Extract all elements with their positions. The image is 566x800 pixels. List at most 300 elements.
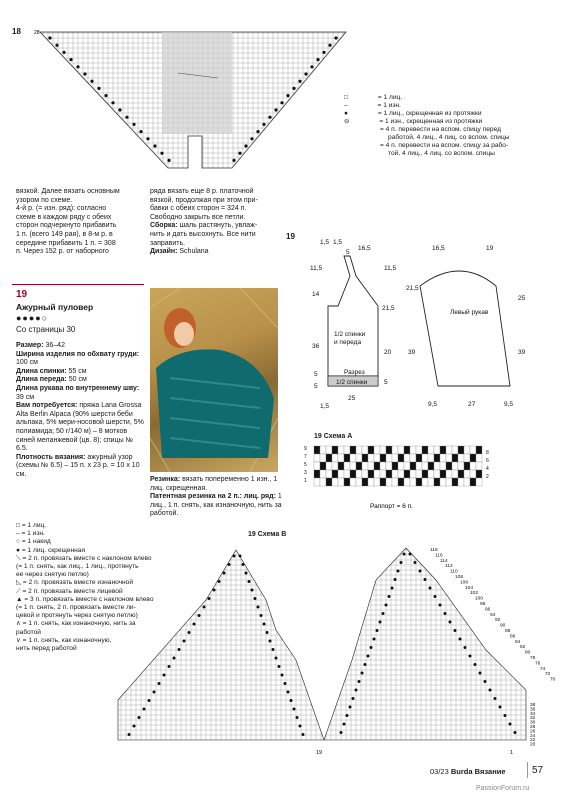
schema-a-cell <box>434 478 440 486</box>
stitch-symbol <box>316 58 319 61</box>
svg-text:21,5: 21,5 <box>406 285 419 292</box>
schema-a-cell <box>434 462 440 470</box>
schema-a-cell <box>422 470 428 478</box>
schema-a-cell <box>314 446 320 454</box>
svg-text:3: 3 <box>304 470 307 476</box>
schema-a-cell <box>362 446 368 454</box>
stitch-symbol <box>409 553 412 556</box>
stitch-symbol <box>132 123 135 126</box>
schema-a-cell <box>428 478 434 486</box>
schema-a-cell <box>338 454 344 462</box>
schema-a-cell <box>344 462 350 470</box>
schema-a-cell <box>332 470 338 478</box>
schema-a-cell <box>356 462 362 470</box>
svg-text:7: 7 <box>304 454 307 460</box>
schema-a-cell <box>452 462 458 470</box>
schema-a-cell <box>434 446 440 454</box>
stitch-symbol <box>299 725 302 728</box>
schema-a-cell <box>392 470 398 478</box>
schema-a-cell <box>344 470 350 478</box>
stitch-symbol <box>262 123 265 126</box>
row-number: 32 <box>530 716 536 722</box>
schema-a-cell <box>368 446 374 454</box>
stitch-symbol <box>111 101 114 104</box>
stitch-symbol <box>198 614 201 617</box>
schema-a-cell <box>326 446 332 454</box>
schema-a-cell <box>452 470 458 478</box>
row-number: 102 <box>470 591 479 597</box>
schema-a-cell <box>362 478 368 486</box>
schema-a-cell <box>398 470 404 478</box>
svg-text:5: 5 <box>314 383 318 390</box>
row-number: 86 <box>510 634 516 640</box>
schema-a-cell <box>476 446 482 454</box>
section-19-title: Ажурный пуловер <box>16 302 94 312</box>
stitch-symbol <box>118 108 121 111</box>
row-number: 112 <box>445 564 453 570</box>
schema-a-cell <box>350 446 356 454</box>
svg-text:27: 27 <box>468 401 476 408</box>
stitch-symbol <box>163 674 166 677</box>
stitch-symbol <box>419 570 422 573</box>
row-number: 28 <box>530 725 536 730</box>
schema-a-cell <box>380 454 386 462</box>
schema-a-cell <box>434 470 440 478</box>
row-number: 88 <box>505 629 511 634</box>
stitch-symbol <box>459 638 462 641</box>
stitch-symbol <box>138 716 141 719</box>
schema-a-cell <box>476 470 482 478</box>
schema-a-cell <box>410 454 416 462</box>
legend-item: той, 4 лиц., 4 лиц. со вспом. спицы <box>388 150 495 157</box>
section-19-specs: Размер: 36–42 Ширина изделия по обхвату груди: 100 см Длина спинки: 55 см Длина переда: 50 см Длина рукава по внутреннему шву: 39 см Вам потребуется: пряжа Lana Grossa Alta Berlin Alpaca (90% шерсти беби альпака, 5% мери-носовой шерсти, 5% полиамида; 50 г/140 м) – 8 мотков синей меланжевой (цв. 8); спицы № 6.5. Плотность вязания: ажурный узор (схемы № 6.5) – 15 п. х 23 р. = 10 х 10 см. <box>16 342 144 478</box>
svg-text:9: 9 <box>304 446 307 452</box>
row-number: 84 <box>515 639 521 645</box>
stitch-symbol <box>334 36 337 39</box>
stitch-symbol <box>160 152 163 155</box>
row-number: 22 <box>530 738 536 744</box>
schema-a-cell <box>470 446 476 454</box>
schema-a-cell <box>320 478 326 486</box>
svg-text:1,5: 1,5 <box>320 239 330 246</box>
schema-a-cell <box>464 446 470 454</box>
schema-a-cell <box>422 454 428 462</box>
schema-a-cell <box>446 470 452 478</box>
schema-a-title: 19 Схема А <box>314 433 353 440</box>
stitch-symbol <box>48 36 51 39</box>
row-number: 78 <box>530 656 536 661</box>
section-19-rezinka: Резинка: вязать попеременно 1 изн., 1 лиц. скрещенная. Патентная резинка на 2 п.: лиц. ряд: 1 лиц., 1 п. снять, как изнаночную, нить за работой. <box>150 476 282 518</box>
stitch-symbol <box>238 152 241 155</box>
stitch-symbol <box>290 699 293 702</box>
stitch-symbol <box>266 631 269 634</box>
stitch-symbol <box>424 578 427 581</box>
schema-b-chart <box>106 540 558 762</box>
schema-a-cell <box>470 462 476 470</box>
stitch-symbol <box>153 144 156 147</box>
schema-a-cell <box>410 462 416 470</box>
stitch-symbol <box>479 672 482 675</box>
stitch-symbol <box>400 561 403 564</box>
schema-a-cell <box>428 470 434 478</box>
schema-a-cell <box>470 478 476 486</box>
row-number: 114 <box>440 558 448 564</box>
schema-a-cell <box>440 454 446 462</box>
schema-a-cell <box>374 478 380 486</box>
schema-a-cell <box>326 470 332 478</box>
schema-a-cell <box>410 478 416 486</box>
stitch-symbol <box>340 731 343 734</box>
schema-a-cell <box>344 446 350 454</box>
schema-a-cell <box>428 462 434 470</box>
schema-a-cell <box>398 446 404 454</box>
schema-a-cell <box>422 478 428 486</box>
row-number: 94 <box>490 612 496 618</box>
svg-text:16,5: 16,5 <box>358 245 371 252</box>
schema-18-chart <box>28 28 350 178</box>
stitch-symbol <box>494 697 497 700</box>
schema-a-cell <box>356 478 362 486</box>
stitch-symbol <box>76 65 79 68</box>
stitch-symbol <box>355 689 358 692</box>
svg-text:Левый рукав: Левый рукав <box>450 309 489 316</box>
row-number: 96 <box>485 607 491 613</box>
stitch-symbol <box>376 629 379 632</box>
stitch-symbol <box>146 137 149 140</box>
stitch-symbol <box>143 708 146 711</box>
schema-a-cell <box>332 446 338 454</box>
schema-a-cell <box>332 462 338 470</box>
svg-text:19: 19 <box>316 750 323 756</box>
schema-a-cell <box>440 470 446 478</box>
stitch-symbol <box>83 72 86 75</box>
stitch-symbol <box>213 589 216 592</box>
stitch-symbol <box>257 606 260 609</box>
stitch-symbol <box>55 44 58 47</box>
schema-a-cell <box>314 454 320 462</box>
svg-text:4: 4 <box>486 466 489 472</box>
svg-text:19: 19 <box>486 245 494 252</box>
schema-a-cell <box>452 446 458 454</box>
difficulty-rating: ●●●●○ <box>16 313 49 323</box>
schema-a-cell <box>356 454 362 462</box>
schema-a-cell <box>446 478 452 486</box>
stitch-symbol <box>260 614 263 617</box>
row-number: 80 <box>525 650 531 656</box>
schema-a-cell <box>386 446 392 454</box>
schema-a-cell <box>464 470 470 478</box>
schema-a-cell <box>380 446 386 454</box>
stitch-symbol <box>489 689 492 692</box>
row-number: 30 <box>530 720 536 726</box>
pattern-label: 19 <box>286 232 295 241</box>
schema-a-cell <box>356 446 362 454</box>
legend-item: ● = 1 лиц., скрещенная из протяжки <box>344 110 482 117</box>
stitch-symbol <box>429 587 432 590</box>
schema-a-cell <box>398 454 404 462</box>
svg-text:5: 5 <box>346 249 350 256</box>
svg-text:36: 36 <box>312 343 320 350</box>
schema-a-cell <box>344 454 350 462</box>
row-number: 82 <box>520 645 526 651</box>
stitch-symbol <box>281 674 284 677</box>
stitch-symbol <box>223 572 226 575</box>
schema-a-cell <box>428 446 434 454</box>
stitch-symbol <box>343 723 346 726</box>
svg-text:6: 6 <box>486 458 489 464</box>
footer-divider <box>527 762 528 778</box>
schema-a-cell <box>374 454 380 462</box>
stitch-symbol <box>370 646 373 649</box>
schema-a-cell <box>350 470 356 478</box>
schema-a-cell <box>314 470 320 478</box>
stitch-symbol <box>373 638 376 641</box>
stitch-symbol <box>173 657 176 660</box>
svg-text:39: 39 <box>408 349 416 356</box>
schema-a-cell <box>362 454 368 462</box>
stitch-symbol <box>414 561 417 564</box>
schema-a-cell <box>464 478 470 486</box>
schema-a-cell <box>320 454 326 462</box>
stitch-symbol <box>504 714 507 717</box>
stitch-symbol <box>178 648 181 651</box>
stitch-symbol <box>349 706 352 709</box>
schema-a-cell <box>386 478 392 486</box>
row-number: 70 <box>550 677 556 683</box>
stitch-symbol <box>256 130 259 133</box>
stitch-symbol <box>444 612 447 615</box>
stitch-symbol <box>239 555 242 558</box>
svg-text:и переда: и переда <box>334 339 362 346</box>
stitch-symbol <box>286 94 289 97</box>
stitch-symbol <box>69 58 72 61</box>
svg-text:1: 1 <box>304 478 307 484</box>
stitch-symbol <box>248 580 251 583</box>
schema-a-cell <box>368 470 374 478</box>
stitch-symbol <box>168 665 171 668</box>
stitch-symbol <box>254 597 257 600</box>
stitch-symbol <box>469 655 472 658</box>
stitch-symbol <box>514 731 517 734</box>
stitch-symbol <box>382 612 385 615</box>
stitch-symbol <box>509 723 512 726</box>
footer-issue: 03/23 Burda Вязание <box>430 767 506 776</box>
svg-text:11,5: 11,5 <box>384 265 397 272</box>
schema-a-cell <box>368 454 374 462</box>
stitch-symbol <box>391 587 394 590</box>
row-number: 90 <box>500 623 506 629</box>
row-number: 106 <box>460 580 469 586</box>
stitch-symbol <box>302 733 305 736</box>
schema-a-cell <box>320 462 326 470</box>
schema-a-cell <box>452 478 458 486</box>
stitch-symbol <box>250 137 253 140</box>
schema-a-cell <box>314 478 320 486</box>
stitch-symbol <box>464 646 467 649</box>
stitch-symbol <box>484 680 487 683</box>
stitch-symbol <box>280 101 283 104</box>
stitch-symbol <box>434 595 437 598</box>
schema-a-cell <box>476 454 482 462</box>
svg-text:25: 25 <box>518 295 526 302</box>
schema-a-chart <box>304 442 494 512</box>
stitch-symbol <box>292 87 295 90</box>
stitch-symbol <box>474 663 477 666</box>
svg-text:14: 14 <box>312 291 320 298</box>
schema-a-cell <box>338 446 344 454</box>
stitch-symbol <box>454 629 457 632</box>
legend-item: работой, 4 лиц., 4 лиц. со вспом. спицы <box>388 134 510 141</box>
legend-item: □ = 1 лиц. <box>344 94 403 101</box>
schema-a-cell <box>434 454 440 462</box>
stitch-symbol <box>153 691 156 694</box>
page-number: 57 <box>532 765 544 776</box>
stitch-symbol <box>397 570 400 573</box>
stitch-symbol <box>62 51 65 54</box>
stitch-symbol <box>394 578 397 581</box>
from-page: Со страницы 30 <box>16 325 76 334</box>
schema-a-cell <box>338 462 344 470</box>
svg-text:1,5: 1,5 <box>320 403 330 410</box>
model-photo <box>150 288 278 472</box>
schema-a-cell <box>470 454 476 462</box>
schema-a-cell <box>362 462 368 470</box>
legend-item: = 4 п. перевести на вспом. спицу за рабо- <box>380 142 509 149</box>
svg-text:9,5: 9,5 <box>428 401 438 408</box>
schema-a-cell <box>464 454 470 462</box>
stitch-symbol <box>183 640 186 643</box>
schema-a-cell <box>458 478 464 486</box>
schema-a-cell <box>398 462 404 470</box>
schema-a-cell <box>404 470 410 478</box>
schema-a-cell <box>368 462 374 470</box>
stitch-symbol <box>139 130 142 133</box>
stitch-symbol <box>268 116 271 119</box>
stitch-symbol <box>293 708 296 711</box>
row-number: 118 <box>430 548 438 553</box>
row-number: 36 <box>530 707 536 713</box>
row-number: 100 <box>475 596 484 602</box>
svg-text:1/2 спинки: 1/2 спинки <box>334 331 366 338</box>
svg-text:20: 20 <box>384 349 392 356</box>
row-number: 108 <box>455 575 464 580</box>
svg-text:16,5: 16,5 <box>432 245 445 252</box>
svg-text:39: 39 <box>518 349 526 356</box>
svg-text:Разрез: Разрез <box>344 369 365 376</box>
schema-a-cell <box>320 446 326 454</box>
schema-a-cell <box>440 446 446 454</box>
svg-text:1: 1 <box>510 750 514 756</box>
stitch-symbol <box>218 580 221 583</box>
stitch-symbol <box>251 589 254 592</box>
stitch-symbol <box>367 655 370 658</box>
svg-text:Раппорт = 6 п.: Раппорт = 6 п. <box>370 503 413 510</box>
stitch-symbol <box>97 87 100 90</box>
svg-text:5: 5 <box>384 379 388 386</box>
stitch-symbol <box>328 44 331 47</box>
stitch-symbol <box>287 691 290 694</box>
svg-text:5: 5 <box>304 462 307 468</box>
svg-text:11,5: 11,5 <box>310 265 323 272</box>
svg-text:9,5: 9,5 <box>504 401 514 408</box>
schema-a-cell <box>470 470 476 478</box>
legend-19: □ = 1 лиц. – = 1 изн. ○ = 1 накид ● = 1 лиц. скрещенная ⟍ = 2 п. провязать вместе с наклоном влево (= 1 п. снять, как лиц., 1 лиц., протянуть ее через снятую петлю) ◺ = 2 п. провязать вместе изнаночной ⟋ = 2 п. провязать вместе лицевой ▲ = 3 п. провязать вместе с наклоном влево (= 1 п. снять, 2 п. провязать вместе ли- цевой и протянуть через снятую петлю) ∧ = 1 п. снять, как изнаночную, нить за работой ∨ = 1 п. снять, как изнаночную, нить перед работой <box>16 522 154 653</box>
schema-a-cell <box>320 470 326 478</box>
schema-a-cell <box>338 470 344 478</box>
row-number: 34 <box>530 711 536 717</box>
schema-a-cell <box>422 446 428 454</box>
stitch-symbol <box>298 80 301 83</box>
schema-a-cell <box>314 462 320 470</box>
schema-a-cell <box>476 462 482 470</box>
stitch-symbol <box>346 714 349 717</box>
schema-a-cell <box>386 462 392 470</box>
stitch-symbol <box>193 623 196 626</box>
stitch-symbol <box>232 159 235 162</box>
stitch-symbol <box>352 697 355 700</box>
section-divider <box>12 284 144 285</box>
stitch-symbol <box>125 116 128 119</box>
section-19-number: 19 <box>16 289 28 300</box>
schema-a-cell <box>428 454 434 462</box>
row-number: 98 <box>480 602 486 607</box>
stitch-symbol <box>388 595 391 598</box>
row-number: 92 <box>495 618 501 624</box>
schema-a-cell <box>440 462 446 470</box>
schema-a-cell <box>380 470 386 478</box>
row-number: 20 <box>530 742 536 748</box>
stitch-symbol <box>310 65 313 68</box>
watermark: PassionForum.ru <box>476 785 530 792</box>
schema-a-cell <box>416 446 422 454</box>
legend-item: ⊖ = 1 изн., скрещенная из протяжки <box>344 118 483 125</box>
schema-a-cell <box>332 478 338 486</box>
schema-a-cell <box>326 478 332 486</box>
schema-a-cell <box>416 462 422 470</box>
schema-a-cell <box>392 462 398 470</box>
schema-a-cell <box>404 462 410 470</box>
section-18-number: 18 <box>12 27 21 36</box>
schema-a-cell <box>416 470 422 478</box>
schema-a-cell <box>326 454 332 462</box>
schema-a-cell <box>416 478 422 486</box>
stitch-symbol <box>203 606 206 609</box>
schema-a-cell <box>368 478 374 486</box>
schema-b-title: 19 Схема В <box>248 531 287 538</box>
schema-a-cell <box>476 478 482 486</box>
schema-a-cell <box>350 462 356 470</box>
schema-a-cell <box>446 446 452 454</box>
schema-a-cell <box>374 446 380 454</box>
stitch-symbol <box>263 623 266 626</box>
row-number: 74 <box>540 666 546 672</box>
stitch-symbol <box>167 159 170 162</box>
schema-a-cell <box>464 462 470 470</box>
schema-a-cell <box>386 470 392 478</box>
stitch-symbol <box>304 72 307 75</box>
row-number: 104 <box>465 585 474 591</box>
legend-18 <box>344 94 509 158</box>
svg-text:1/2 спинки: 1/2 спинки <box>336 379 368 386</box>
stitch-symbol <box>188 631 191 634</box>
svg-text:5: 5 <box>314 371 318 378</box>
stitch-symbol <box>358 680 361 683</box>
schema-a-cell <box>458 446 464 454</box>
svg-text:2: 2 <box>486 474 489 480</box>
schema-a-cell <box>380 462 386 470</box>
schema-a-cell <box>410 446 416 454</box>
stitch-symbol <box>379 621 382 624</box>
